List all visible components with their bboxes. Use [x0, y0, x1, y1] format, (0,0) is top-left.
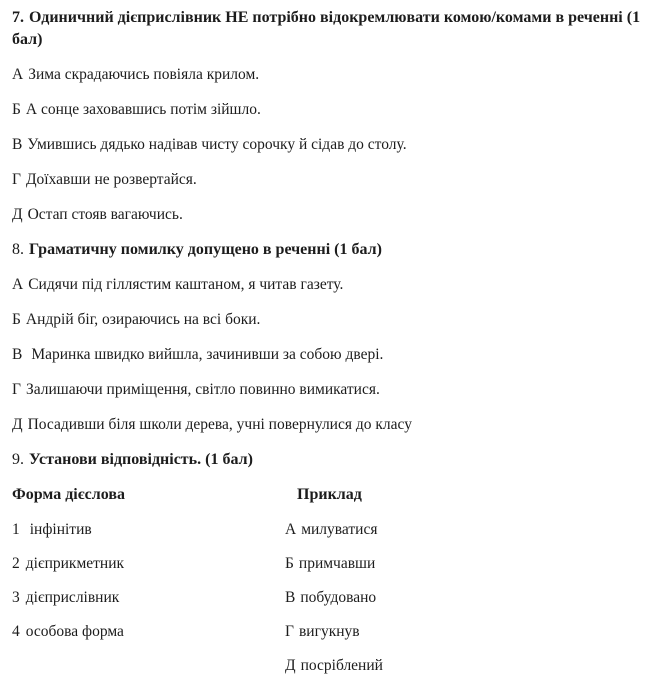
- option-text: милуватися: [301, 521, 378, 538]
- item-label: дієприкметник: [25, 555, 125, 572]
- question-7-option-a: [12, 64, 641, 85]
- matching-right-header: Приклад: [297, 486, 362, 503]
- question-8-option-v: [12, 344, 641, 365]
- option-letter: Д: [285, 657, 296, 674]
- matching-left-item-3: [12, 587, 285, 608]
- question-7-title-text: Одиничний дієприслівник НЕ потрібно відокремлювати комою/комами в реченні (1 бал): [12, 9, 641, 48]
- option-letter: Д: [12, 416, 23, 433]
- matching-left-item-2: [12, 553, 285, 574]
- matching-right-item-g: [285, 621, 641, 642]
- option-letter: Г: [285, 623, 294, 640]
- matching-right-column: [285, 484, 641, 689]
- option-text: Умившись дядько надівав чисту сорочку й сідав до столу.: [27, 136, 407, 153]
- option-letter: А: [285, 521, 297, 538]
- item-label: особова форма: [25, 623, 124, 640]
- question-9-block: [12, 449, 641, 689]
- option-text: Андрій біг, озираючись на всі боки.: [25, 311, 261, 328]
- question-9-title: [12, 449, 641, 471]
- matching-table: [12, 484, 641, 689]
- option-letter: Г: [12, 381, 21, 398]
- question-9-title-text: Установи відповідність. (1 бал): [29, 451, 253, 468]
- item-number: 3: [12, 589, 20, 606]
- option-text: Зима скрадаючись повіяла крилом.: [28, 66, 260, 83]
- question-8-title: [12, 239, 641, 261]
- question-8-option-a: [12, 274, 641, 295]
- item-number: 4: [12, 623, 20, 640]
- matching-left-header: Форма дієслова: [12, 486, 125, 503]
- matching-left-item-4: [12, 621, 285, 642]
- question-8-option-b: [12, 309, 641, 330]
- question-7-option-d: [12, 204, 641, 225]
- matching-right-item-v: [285, 587, 641, 608]
- option-text: Залишаючи приміщення, світло повинно вимикатися.: [25, 381, 380, 398]
- item-number: 2: [12, 555, 20, 572]
- question-7-title: [12, 7, 641, 51]
- question-9-number: 9.: [12, 451, 24, 468]
- matching-right-item-b: [285, 553, 641, 574]
- question-8-number: 8.: [12, 241, 24, 258]
- option-letter: В: [12, 136, 23, 153]
- option-letter: Б: [285, 555, 294, 572]
- option-letter: Д: [12, 206, 23, 223]
- matching-right-item-d: [285, 655, 641, 676]
- option-text: вигукнув: [298, 623, 360, 640]
- item-label: дієприслівник: [25, 589, 120, 606]
- question-8-option-g: [12, 379, 641, 400]
- option-text: Маринка швидко вийшла, зачинивши за собою двері.: [31, 346, 384, 363]
- matching-left-item-1: [12, 519, 285, 540]
- option-text: Остап стояв вагаючись.: [27, 206, 183, 223]
- option-text: Сидячи під гіллястим каштаном, я читав газету.: [28, 276, 344, 293]
- option-letter: А: [12, 276, 24, 293]
- matching-left-column: [12, 484, 285, 689]
- option-letter: Б: [12, 311, 21, 328]
- option-text: посріблений: [300, 657, 383, 674]
- question-8-option-d: [12, 414, 641, 435]
- option-letter: Г: [12, 171, 21, 188]
- question-7-number: 7.: [12, 9, 24, 26]
- question-7-option-b: [12, 99, 641, 120]
- item-number: 1: [12, 521, 20, 538]
- question-7-option-v: [12, 134, 641, 155]
- question-8-block: [12, 239, 641, 435]
- option-text: А сонце заховавшись потім зійшло.: [25, 101, 261, 118]
- option-text: побудовано: [300, 589, 377, 606]
- matching-right-item-a: [285, 519, 641, 540]
- option-text: Доїхавши не розвертайся.: [25, 171, 197, 188]
- option-letter: А: [12, 66, 24, 83]
- question-7-option-g: [12, 169, 641, 190]
- option-text: Посадивши біля школи дерева, учні повернулися до класу: [27, 416, 412, 433]
- item-label: інфінітив: [29, 521, 92, 538]
- option-letter: В: [12, 346, 23, 363]
- question-8-title-text: Граматичну помилку допущено в реченні (1 бал): [29, 241, 382, 258]
- option-letter: В: [285, 589, 296, 606]
- question-7-block: [12, 7, 641, 225]
- option-letter: Б: [12, 101, 21, 118]
- option-text: примчавши: [298, 555, 376, 572]
